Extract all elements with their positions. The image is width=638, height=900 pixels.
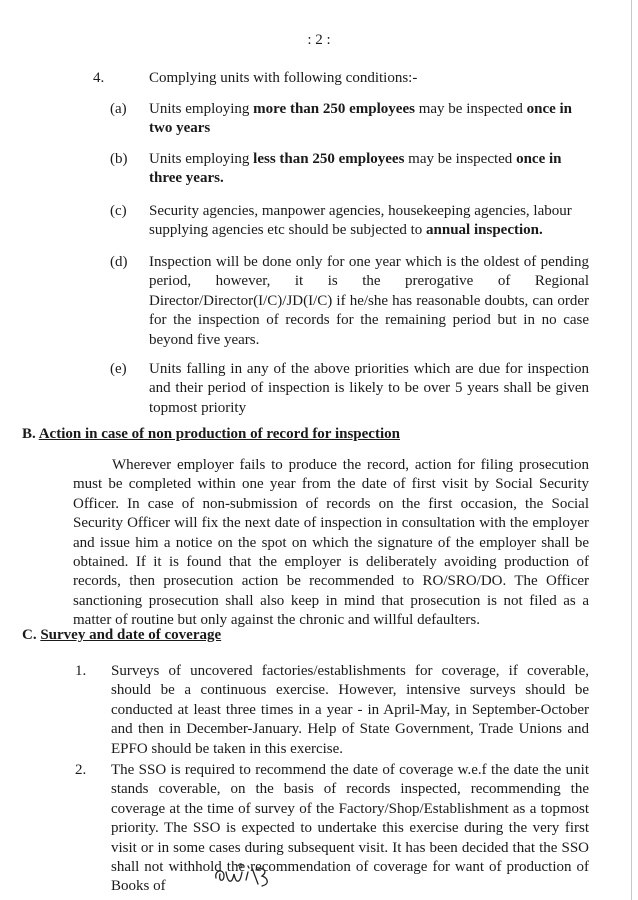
item-4b-text: Units employing less than 250 employees may be inspected once in three years.: [149, 151, 562, 187]
section-c-item-2-text: The SSO is required to recommend the date of coverage w.e.f the date the unit stands coverable, on the basis of records inspected, recommending the coverage at the time of survey of the Factory/Shop/Establishment as a topmost priority. The SSO is expected to undertake this exercise during the very first visit or in some cases during subsequent visit. It has been decided that the SSO shall not withhold the recommendation of coverage for want of production of Books of: [111, 762, 589, 895]
section-c-item-1-number: 1.: [75, 663, 87, 679]
item-4d-label: (d): [110, 254, 128, 270]
page-edge-line: [631, 0, 632, 900]
section-b-paragraph: Wherever employer fails to produce the record, action for filing prosecution must be completed within one year from the date of first visit by Social Security Officer. In case of non-submission of records on the first occasion, the Social Security Officer will fix the next date of inspection in consultation with the employer and issue him a notice on the spot on which the signature of the employer shall be obtained. If it is found that the employer is deliberately avoiding production of records, then prosecution action be recommended to RO/SRO/DO. The Officer sanctioning prosecution shall also keep in mind that prosecution is not filed as a matter of routine but only against the chronic and willful defaulters.: [73, 457, 589, 629]
section-c-heading: [22, 626, 221, 645]
section-b-letter: B.: [22, 426, 36, 442]
item-4e-label: (e): [110, 361, 127, 377]
item-4c-text: Security agencies, manpower agencies, housekeeping agencies, labour supplying agencies etc should be subjected to annual inspection.: [149, 203, 572, 239]
item-4c-label: (c): [110, 203, 127, 219]
handwritten-signature: [212, 862, 302, 890]
section-b-heading: [22, 425, 400, 444]
item-4d-text: Inspection will be done only for one year which is the oldest of pending period, however, it is the prerogative of Regional Director/Director(I/C)/JD(I/C) if he/she has reasonable doubts, can order for the inspection of records for the remaining period but in no case beyond five years.: [149, 254, 589, 348]
section-c-item-1-text: Surveys of uncovered factories/establishments for coverage, if coverable, should be a continuous exercise. However, intensive surveys should be conducted at least three times in a year - in April-May, in September-October and then in December-January. Help of State Government, Trade Unions and EPFO should be taken in this exercise.: [111, 663, 589, 757]
item-4b-label: (b): [110, 151, 128, 167]
section-c-item-2-number: 2.: [75, 762, 87, 778]
item-4e-text: Units falling in any of the above priorities which are due for inspection and their period of inspection is likely to be over 5 years shall be given topmost priority: [149, 361, 589, 416]
item-4-number: 4.: [93, 70, 105, 86]
item-4a-text: Units employing more than 250 employees may be inspected once in two years: [149, 101, 573, 137]
section-c-letter: C.: [22, 627, 37, 643]
section-b-title: Action in case of non production of record for inspection: [38, 426, 400, 442]
item-4-text: Complying units with following conditions:-: [149, 70, 418, 86]
item-4a-label: (a): [110, 101, 127, 117]
page-number: : 2 :: [307, 32, 331, 48]
section-c-title: Survey and date of coverage: [40, 627, 222, 643]
